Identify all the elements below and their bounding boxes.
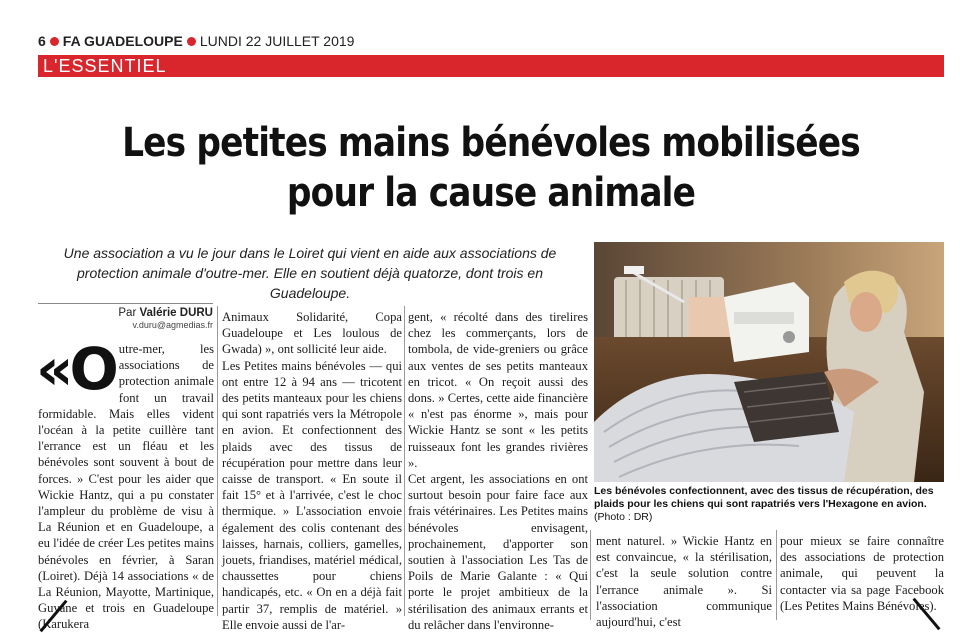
article-photo	[594, 242, 944, 482]
paragraph: ment naturel. » Wickie Hantz en est convaincue, « la stérilisation, c'est la seule solution contre l'errance animale ». Si l'association communique aujourd'hui, c'est	[596, 534, 772, 630]
column-rule	[404, 306, 405, 616]
sewing-volunteer-illustration	[594, 242, 944, 482]
article-column-4	[596, 533, 772, 630]
headline-line-1: Les petites mains bénévoles mobilisées	[122, 120, 860, 166]
red-dot-icon	[50, 37, 59, 46]
page-header	[38, 33, 354, 49]
drop-cap: «O	[36, 335, 115, 403]
photo-credit: (Photo : DR)	[594, 511, 653, 523]
paragraph: pour mieux se faire connaître des associations de protection animale, qui peuvent la contacter via sa page Facebook (Les Petites Mains Bénévoles).	[780, 534, 944, 613]
byline	[38, 303, 213, 330]
caption-text: Les bénévoles confectionnent, avec des tissus de récupération, des plaids pour les chiens qui sont rapatriés vers l'Hexagone en avion.	[594, 485, 934, 510]
byline-prefix: Par	[118, 307, 137, 319]
intro-standfirst: Une association a vu le jour dans le Loiret qui vient en aide aux associations de protection animale d'outre-mer. Elle en soutient déjà quatorze, dont trois en Guadeloupe.	[63, 245, 557, 301]
section-label: L'ESSENTIEL	[43, 56, 167, 76]
photo-caption	[594, 485, 944, 524]
article-column-3	[408, 309, 588, 633]
paragraph: Animaux Solidarité, Copa Guadeloupe et Les loulous de Gwada) », ont sollicité leur aide.	[222, 310, 402, 357]
headline-line-2: pour la cause animale	[286, 170, 696, 216]
paragraph: Cet argent, les associations en ont surtout besoin pour faire face aux frais vétérinaires. Les Petites mains bénévoles envisagent, prochainement, d'apporter son soutien à l'association Les Tas de Poils de Marie Galante : « Qui porte le projet ambitieux de la stérilisation des animaux errants et du relâcher dans l'environne-	[408, 472, 588, 632]
author-email: v.duru@agmedias.fr	[132, 320, 213, 330]
article-column-5	[780, 533, 944, 614]
headline	[101, 118, 880, 218]
paragraph: gent, « récolté dans des tirelires chez les commerçants, lors de tombola, de vide-greniers ou grâce aux ventes de ses petits manteaux en tricot. « On reçoit aussi des dons. » Certes, cette aide financière « n'est pas énorme », mais pour Wickie Hantz se sont « les petits ruisseaux font les grandes rivières ».	[408, 310, 588, 470]
edition-name: FA GUADELOUPE	[62, 33, 183, 49]
column-1-text: utre-mer, les associations de protection animale font un travail formidable. Mais elles vident l'océan à la petite cuillère tant l'errance est un fléau et les bénévoles sont souvent à bout de forces. » C'est pour les aider que Wickie Hantz, qui a pu constater l'ampleur du problème de visu à La Réunion et en Guadeloupe, a eu l'idée de créer Les petites mains bénévoles en février, à Saran (Loiret). Déjà 14 associations « de La Réunion, Mayotte, Martinique, Guyane et trois en Guadeloupe (Karukera	[38, 342, 214, 632]
page-number: 6	[38, 33, 46, 49]
issue-date: LUNDI 22 JUILLET 2019	[199, 33, 355, 49]
article-column-1	[36, 335, 214, 633]
article-column-2	[222, 309, 402, 633]
section-band	[38, 55, 944, 77]
paragraph: Les Petites mains bénévoles — qui ont entre 12 à 94 ans — tricotent des petits manteaux pour les chiens qui sont rapatriés vers la Métropole en avion. Et confectionnent des plaids avec des tissus de récupération pour mettre dans leur caisse de transport. « En soute il fait 15° et à l'arrivée, c'est le choc thermique. » L'association envoie également des colis contenant des laisses, harnais, colliers, gamelles, jouets, friandises, matériel médical, chaussettes pour chiens handicapés, etc. « On en a déjà fait partir 37, remplis de matériel. » Elle envoie aussi de l'ar-	[222, 358, 402, 632]
column-rule	[590, 530, 591, 620]
column-rule	[217, 306, 218, 616]
red-dot-icon	[187, 37, 196, 46]
author-name: Valérie DURU	[139, 307, 213, 319]
column-rule	[776, 530, 777, 620]
